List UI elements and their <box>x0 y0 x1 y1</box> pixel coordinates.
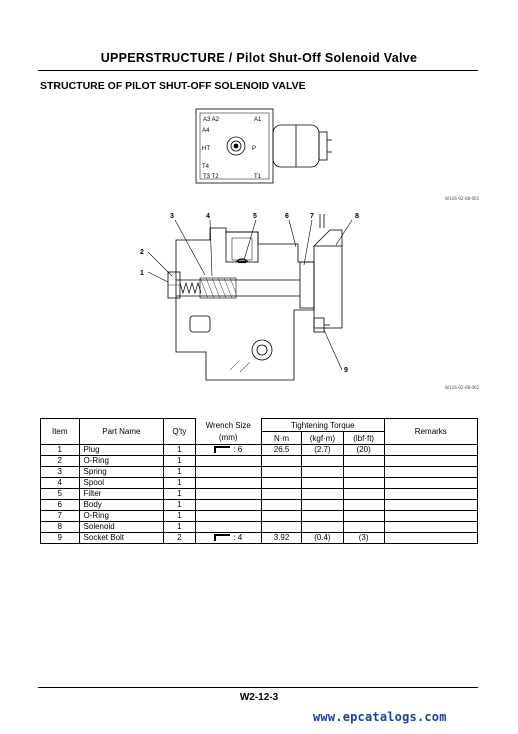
hex-wrench-icon <box>214 446 230 453</box>
cell-item: 9 <box>41 533 80 544</box>
port-label: P <box>252 146 257 152</box>
cell-nm <box>261 478 301 489</box>
cell-part-name: Filter <box>79 489 164 500</box>
cell-kgfm <box>302 467 343 478</box>
cell-qty: 2 <box>164 533 195 544</box>
cell-qty: 1 <box>164 456 195 467</box>
cell-lbfft <box>343 467 384 478</box>
header-torque: Tightening Torque <box>261 419 384 432</box>
port-label: HT <box>202 146 210 152</box>
callout-labels <box>140 213 359 374</box>
cell-qty: 1 <box>164 489 195 500</box>
cell-lbfft <box>343 478 384 489</box>
cell-part-name: Socket Bolt <box>79 533 164 544</box>
table-row <box>41 533 478 544</box>
cell-qty: 1 <box>164 445 195 456</box>
cell-wrench <box>195 500 261 511</box>
cell-nm <box>261 522 301 533</box>
cell-qty: 1 <box>164 511 195 522</box>
watermark-link[interactable]: www.epcatalogs.com <box>313 710 447 724</box>
cell-kgfm: (2.7) <box>302 445 343 456</box>
cell-nm <box>261 511 301 522</box>
cell-kgfm <box>302 478 343 489</box>
callout-4: 4 <box>206 213 210 220</box>
cell-lbfft: (20) <box>343 445 384 456</box>
table-row <box>41 456 478 467</box>
table-row <box>41 500 478 511</box>
page-number: W2-12-3 <box>239 692 279 703</box>
callout-2: 2 <box>140 249 144 256</box>
port-label: A3 A2 <box>203 117 220 123</box>
cell-remarks <box>384 522 477 533</box>
cell-part-name: Body <box>79 500 164 511</box>
wrench-size: : 6 <box>233 445 243 454</box>
callout-3: 3 <box>170 213 174 220</box>
top-view-drawing <box>196 109 332 183</box>
cell-part-name: Plug <box>79 445 164 456</box>
cell-remarks <box>384 533 477 544</box>
cell-nm: 3.92 <box>261 533 301 544</box>
port-label: T1 <box>254 174 262 180</box>
parts-table <box>40 418 478 544</box>
table-row <box>41 445 478 456</box>
cell-kgfm <box>302 500 343 511</box>
cell-remarks <box>384 456 477 467</box>
cell-lbfft <box>343 456 384 467</box>
cell-wrench <box>195 478 261 489</box>
cell-nm: 26.5 <box>261 445 301 456</box>
header-item: Item <box>41 419 80 445</box>
cell-kgfm <box>302 522 343 533</box>
cell-lbfft <box>343 522 384 533</box>
port-label: A4 <box>202 128 210 134</box>
cell-nm <box>261 500 301 511</box>
table-row <box>41 478 478 489</box>
cell-qty: 1 <box>164 467 195 478</box>
header-lbfft: (lbf·ft) <box>343 432 384 445</box>
cell-lbfft <box>343 489 384 500</box>
cell-lbfft: (3) <box>343 533 384 544</box>
footer-divider <box>38 687 478 688</box>
cell-wrench <box>195 533 261 544</box>
cell-item: 7 <box>41 511 80 522</box>
callout-1: 1 <box>140 270 144 277</box>
section-view-drawing <box>148 214 352 380</box>
port-label: T4 <box>202 164 210 170</box>
cell-remarks <box>384 467 477 478</box>
header-qty: Q'ty <box>164 419 195 445</box>
cell-wrench <box>195 489 261 500</box>
cell-item: 2 <box>41 456 80 467</box>
cell-nm <box>261 467 301 478</box>
callout-8: 8 <box>355 213 359 220</box>
header-kgfm: (kgf·m) <box>302 432 343 445</box>
hex-wrench-icon <box>214 534 230 541</box>
cell-kgfm <box>302 489 343 500</box>
cell-wrench <box>195 511 261 522</box>
cell-remarks <box>384 445 477 456</box>
cell-item: 8 <box>41 522 80 533</box>
cell-nm <box>261 489 301 500</box>
cell-item: 5 <box>41 489 80 500</box>
cell-part-name: O-Ring <box>79 456 164 467</box>
table-row <box>41 522 478 533</box>
cell-lbfft <box>343 511 384 522</box>
cell-remarks <box>384 511 477 522</box>
cell-kgfm: (0.4) <box>302 533 343 544</box>
cell-wrench <box>195 456 261 467</box>
callout-7: 7 <box>310 213 314 220</box>
port-label: A1 <box>254 117 262 123</box>
cell-part-name: Solenoid <box>79 522 164 533</box>
header-part-name: Part Name <box>79 419 164 445</box>
port-label: T3 T2 <box>203 174 219 180</box>
header-nm: N·m <box>261 432 301 445</box>
table-row <box>41 511 478 522</box>
wrench-size: : 4 <box>233 533 243 542</box>
table-row <box>41 467 478 478</box>
callout-5: 5 <box>253 213 257 220</box>
section-title: STRUCTURE OF PILOT SHUT-OFF SOLENOID VALVE <box>40 80 306 92</box>
cell-item: 3 <box>41 467 80 478</box>
cell-qty: 1 <box>164 500 195 511</box>
callout-6: 6 <box>285 213 289 220</box>
header-remarks: Remarks <box>384 419 477 445</box>
cell-wrench <box>195 445 261 456</box>
cell-item: 6 <box>41 500 80 511</box>
figure-code-top: W1US-02-08-001 <box>445 196 480 201</box>
header-wrench-unit: (mm) <box>195 432 261 445</box>
cell-qty: 1 <box>164 522 195 533</box>
cell-qty: 1 <box>164 478 195 489</box>
cell-part-name: O-Ring <box>79 511 164 522</box>
cell-wrench <box>195 467 261 478</box>
table-row <box>41 489 478 500</box>
cell-item: 4 <box>41 478 80 489</box>
table-header-row <box>41 419 478 432</box>
cell-lbfft <box>343 500 384 511</box>
cell-remarks <box>384 478 477 489</box>
cell-part-name: Spring <box>79 467 164 478</box>
callout-9: 9 <box>344 367 348 374</box>
cell-kgfm <box>302 511 343 522</box>
cell-kgfm <box>302 456 343 467</box>
cell-wrench <box>195 522 261 533</box>
figure-code-section: W1US-02-08-002 <box>445 385 480 390</box>
cell-nm <box>261 456 301 467</box>
cell-remarks <box>384 500 477 511</box>
page-header-title: UPPERSTRUCTURE / Pilot Shut-Off Solenoid Valve <box>100 51 418 65</box>
cell-part-name: Spool <box>79 478 164 489</box>
header-wrench: Wrench Size <box>195 419 261 432</box>
cell-item: 1 <box>41 445 80 456</box>
cell-remarks <box>384 489 477 500</box>
